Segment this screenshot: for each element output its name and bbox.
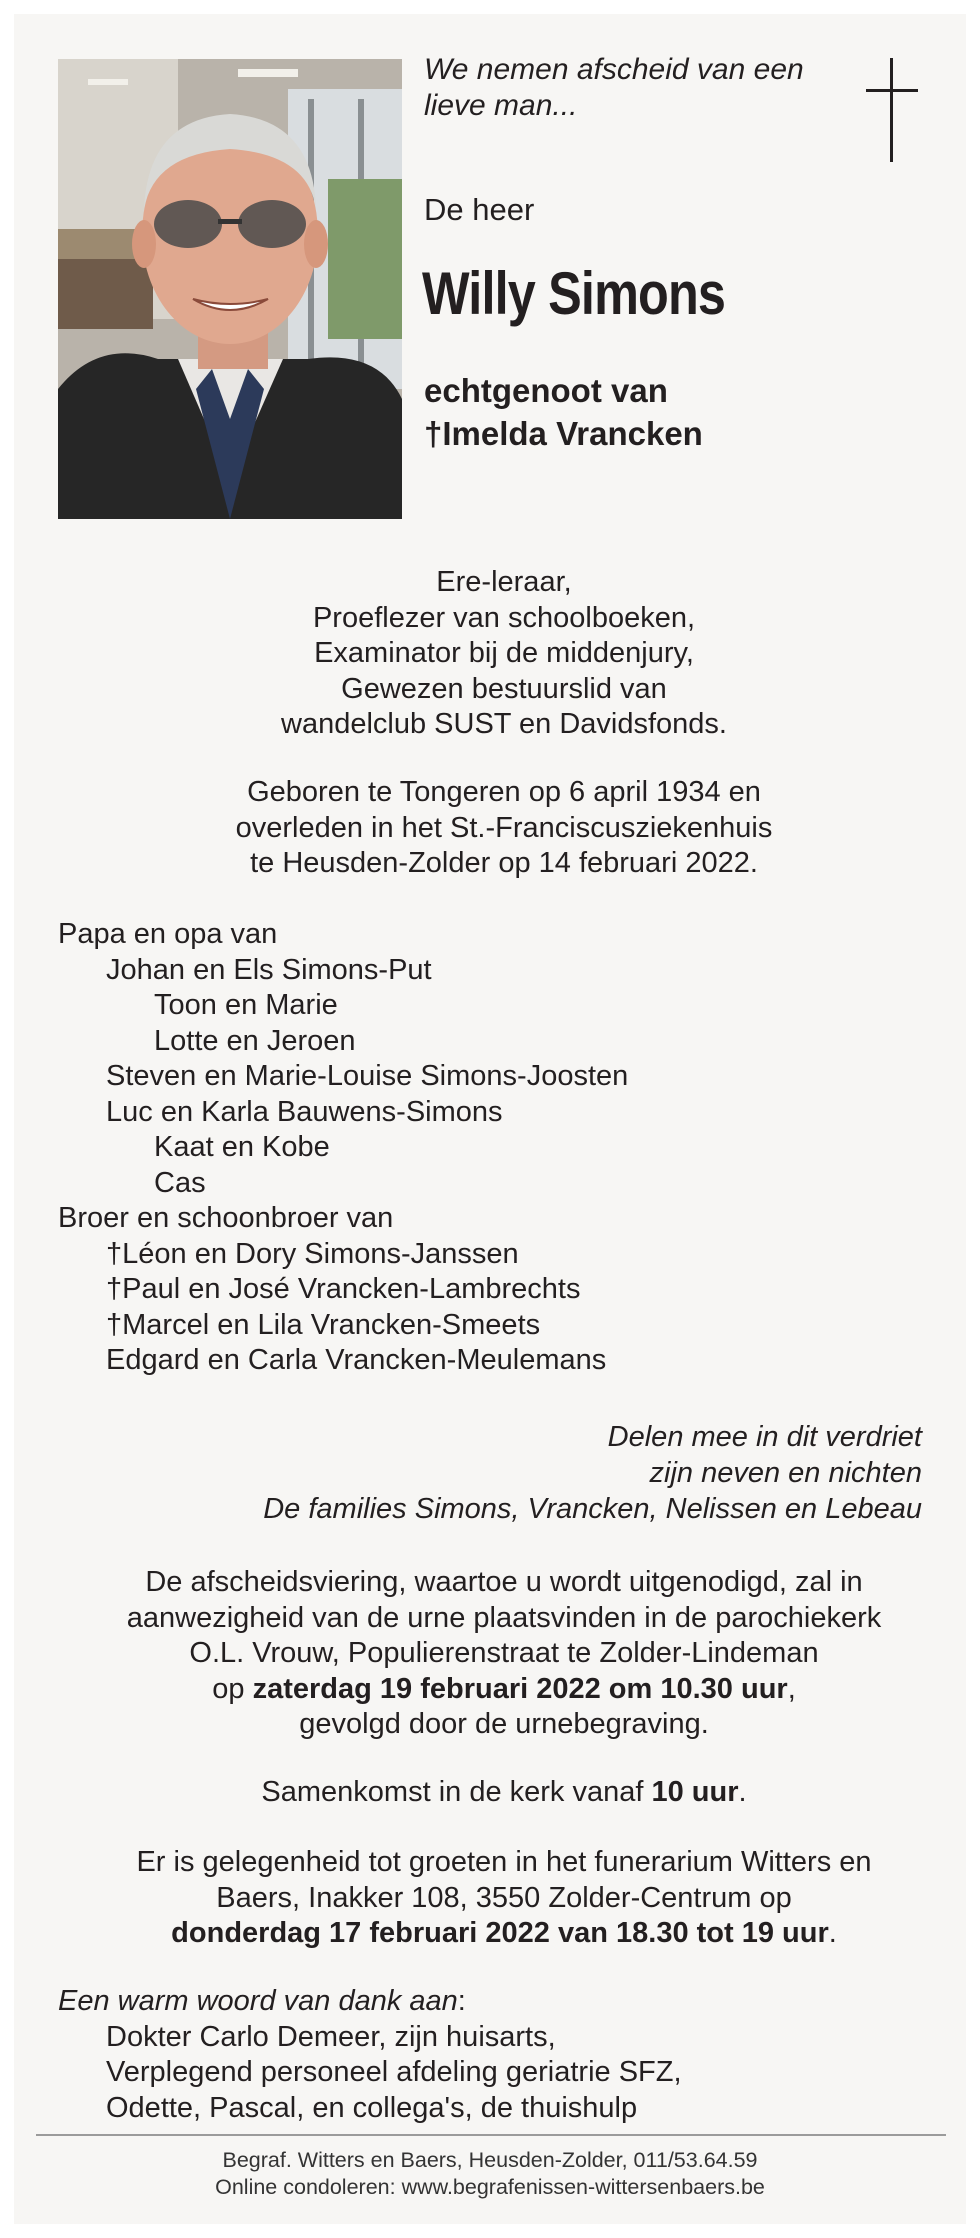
family-heading: Broer en schoonbroer van xyxy=(58,1202,394,1234)
list-item: †Marcel en Lila Vrancken-Smeets xyxy=(106,1308,541,1341)
birth-line: overleden in het St.-Franciscusziekenhuis xyxy=(235,811,773,844)
sharing-line: zijn neven en nichten xyxy=(649,1457,922,1489)
visitation-date-line xyxy=(44,1916,964,1952)
gathering-block xyxy=(44,1775,964,1811)
thanks-heading-colon: : xyxy=(457,1985,466,2017)
portrait-photo xyxy=(58,59,402,519)
list-item: Toon en Marie xyxy=(154,989,338,1021)
footer-line: Online condoleren: www.begrafenissen-wittersenbaers.be xyxy=(215,2175,765,2199)
title-line: Proeflezer van schoolboeken, xyxy=(312,601,696,634)
list-item: Dokter Carlo Demeer, zijn huisarts, xyxy=(106,2020,556,2053)
family-list xyxy=(58,917,628,1379)
visitation-block xyxy=(44,1845,964,1952)
ceremony-block xyxy=(44,1565,964,1743)
list-item: Verplegend personeel afdeling geriatrie SFZ, xyxy=(106,2056,682,2088)
footer-divider xyxy=(36,2134,946,2136)
list-item: Johan en Els Simons-Put xyxy=(106,953,432,986)
thanks-heading-line xyxy=(58,1984,682,2020)
titles-block xyxy=(44,565,964,743)
title-line: Ere-leraar, xyxy=(436,566,572,598)
ceremony-date: zaterdag 19 februari 2022 om 10.30 uur xyxy=(252,1672,788,1705)
gathering-time: 10 uur xyxy=(651,1776,739,1808)
list-item: Odette, Pascal, en collega's, de thuishulp xyxy=(106,2091,638,2124)
family-heading: Papa en opa van xyxy=(58,918,278,950)
title-line: Examinator bij de middenjury, xyxy=(314,637,694,669)
intro-text xyxy=(424,52,854,124)
list-item: Luc en Karla Bauwens-Simons xyxy=(106,1095,503,1128)
deceased-name: Willy Simons xyxy=(422,260,726,327)
visitation-date-suffix: . xyxy=(828,1917,837,1949)
title-line: Gewezen bestuurslid van xyxy=(341,672,667,705)
birth-line: te Heusden-Zolder op 14 februari 2022. xyxy=(250,847,758,879)
sharing-line: De families Simons, Vrancken, Nelissen en Lebeau xyxy=(263,1493,922,1525)
spouse-line: †Imelda Vrancken xyxy=(424,415,703,452)
ceremony-line: De afscheidsviering, waartoe u wordt uitgenodigd, zal in xyxy=(145,1566,863,1598)
list-item: Lotte en Jeroen xyxy=(154,1024,356,1057)
list-item: Edgard en Carla Vrancken-Meulemans xyxy=(106,1344,607,1376)
obituary-card xyxy=(14,14,966,2224)
ceremony-date-line xyxy=(44,1672,964,1708)
visitation-line: Baers, Inakker 108, 3550 Zolder-Centrum op xyxy=(216,1881,792,1914)
spouse-line: echtgenoot van xyxy=(424,372,668,409)
ceremony-date-suffix: , xyxy=(787,1672,796,1705)
thanks-heading: Een warm woord van dank aan xyxy=(58,1985,458,2017)
birth-block xyxy=(44,775,964,882)
salutation: De heer xyxy=(424,192,535,227)
cross-icon xyxy=(862,58,922,162)
list-item: †Paul en José Vrancken-Lambrechts xyxy=(106,1273,581,1305)
ceremony-line: gevolgd door de urnebegraving. xyxy=(299,1708,709,1740)
visitation-line: Er is gelegenheid tot groeten in het funerarium Witters en xyxy=(136,1846,872,1878)
ceremony-line: O.L. Vrouw, Populierenstraat te Zolder-Lindeman xyxy=(189,1637,819,1669)
ceremony-date-prefix: op xyxy=(212,1672,253,1705)
list-item: Steven en Marie-Louise Simons-Joosten xyxy=(106,1060,629,1092)
list-item: †Léon en Dory Simons-Janssen xyxy=(106,1237,519,1270)
visitation-date: donderdag 17 februari 2022 van 18.30 tot 19 uur xyxy=(171,1917,829,1949)
gathering-suffix: . xyxy=(738,1776,747,1808)
list-item: Cas xyxy=(154,1166,206,1199)
intro-line: lieve man... xyxy=(424,89,578,122)
birth-line: Geboren te Tongeren op 6 april 1934 en xyxy=(247,776,761,808)
sharing-block xyxy=(263,1419,922,1527)
gathering-line xyxy=(44,1775,964,1811)
footer xyxy=(14,2147,966,2201)
footer-line: Begraf. Witters en Baers, Heusden-Zolder, 011/53.64.59 xyxy=(222,2148,758,2172)
title-line: wandelclub SUST en Davidsfonds. xyxy=(281,708,727,740)
gathering-prefix: Samenkomst in de kerk vanaf xyxy=(261,1776,652,1808)
sharing-line: Delen mee in dit verdriet xyxy=(607,1421,922,1453)
spouse-text xyxy=(424,369,703,455)
ceremony-line: aanwezigheid van de urne plaatsvinden in de parochiekerk xyxy=(126,1601,882,1634)
intro-line: We nemen afscheid van een xyxy=(424,53,804,86)
list-item: Kaat en Kobe xyxy=(154,1131,330,1163)
thanks-block xyxy=(58,1984,682,2126)
